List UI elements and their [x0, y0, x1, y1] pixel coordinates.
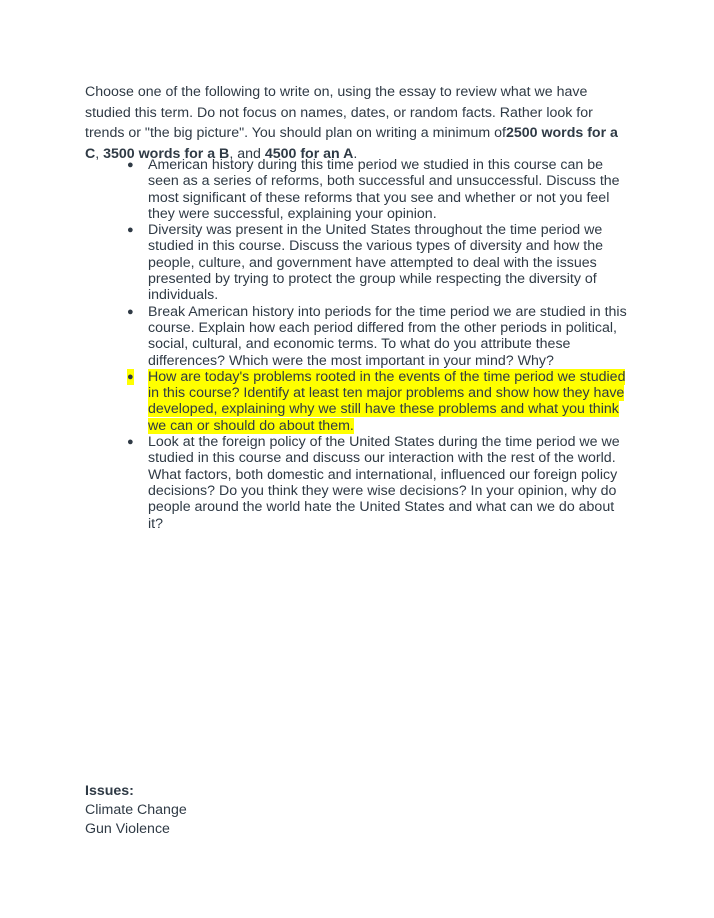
essay-prompt-item — [127, 222, 632, 304]
period-text: . — [353, 145, 358, 162]
separator-text: , — [95, 145, 104, 162]
a-grade-requirement: 4500 for an A — [264, 145, 354, 162]
bullet-icon: ● — [127, 369, 134, 385]
essay-prompt-text: Diversity was present in the United States throughout the time period we studied in this course. Discuss the various types of diversity and how the people, culture, and government have attempted to deal with the issues presented by trying to protect the group while respecting the diversity of individuals. — [148, 222, 604, 304]
issue-item: Climate Change — [85, 802, 187, 818]
assignment-instructions — [85, 82, 635, 164]
bullet-icon: ● — [127, 436, 134, 449]
issues-heading: Issues: — [85, 783, 134, 799]
c-grade-requirement: 2500 words for a C — [85, 125, 618, 162]
essay-prompt-item-highlighted — [127, 368, 632, 434]
essay-prompt-item — [127, 303, 632, 369]
essay-prompt-text: Look at the foreign policy of the United States during the time period we we studied in this course and discuss our interaction with the rest of the world. What factors, both domestic and international, influenced our foreign policy decisions? Do you think they were wise decisions? In your opinion, why do people around the world hate the United States and what can we do about it? — [148, 434, 620, 532]
essay-prompt-item — [127, 434, 632, 532]
essay-prompt-text: Break American history into periods for the time period we are studied in this course. Explain how each period differed from the other periods in political, social, cultural, and economic terms. To what do you attribute these differences? Which were the most important in your mind? Why? — [148, 303, 627, 369]
issues-section — [85, 782, 187, 839]
bullet-icon: ● — [127, 305, 134, 318]
essay-prompt-text-highlighted: How are today's problems rooted in the events of the time period we studied in this course? Identify at least ten major problems and show how they have developed, explaining why we still have these problems and what you think we can or should do about them. — [148, 368, 626, 434]
bullet-icon: ● — [127, 224, 134, 237]
instructions-text: Choose one of the following to write on, using the essay to review what we have studied this term. Do not focus on names, dates, or random facts. Rather look for trends or "the big picture". You should plan on writing a minimum of — [85, 84, 593, 141]
essay-prompt-text: American history during this time period we studied in this course can be seen as a series of reforms, both successful and unsuccessful. Discuss the most significant of these reforms that you see and whether or not you feel they were successful, explaining your opinion. — [148, 157, 620, 222]
essay-prompt-list — [127, 157, 632, 532]
b-grade-requirement: 3500 words for a B — [103, 145, 230, 162]
bullet-icon: ● — [127, 159, 134, 171]
separator-text: , and — [229, 145, 265, 162]
essay-prompt-item — [127, 157, 632, 222]
issue-item: Gun Violence — [85, 821, 170, 837]
